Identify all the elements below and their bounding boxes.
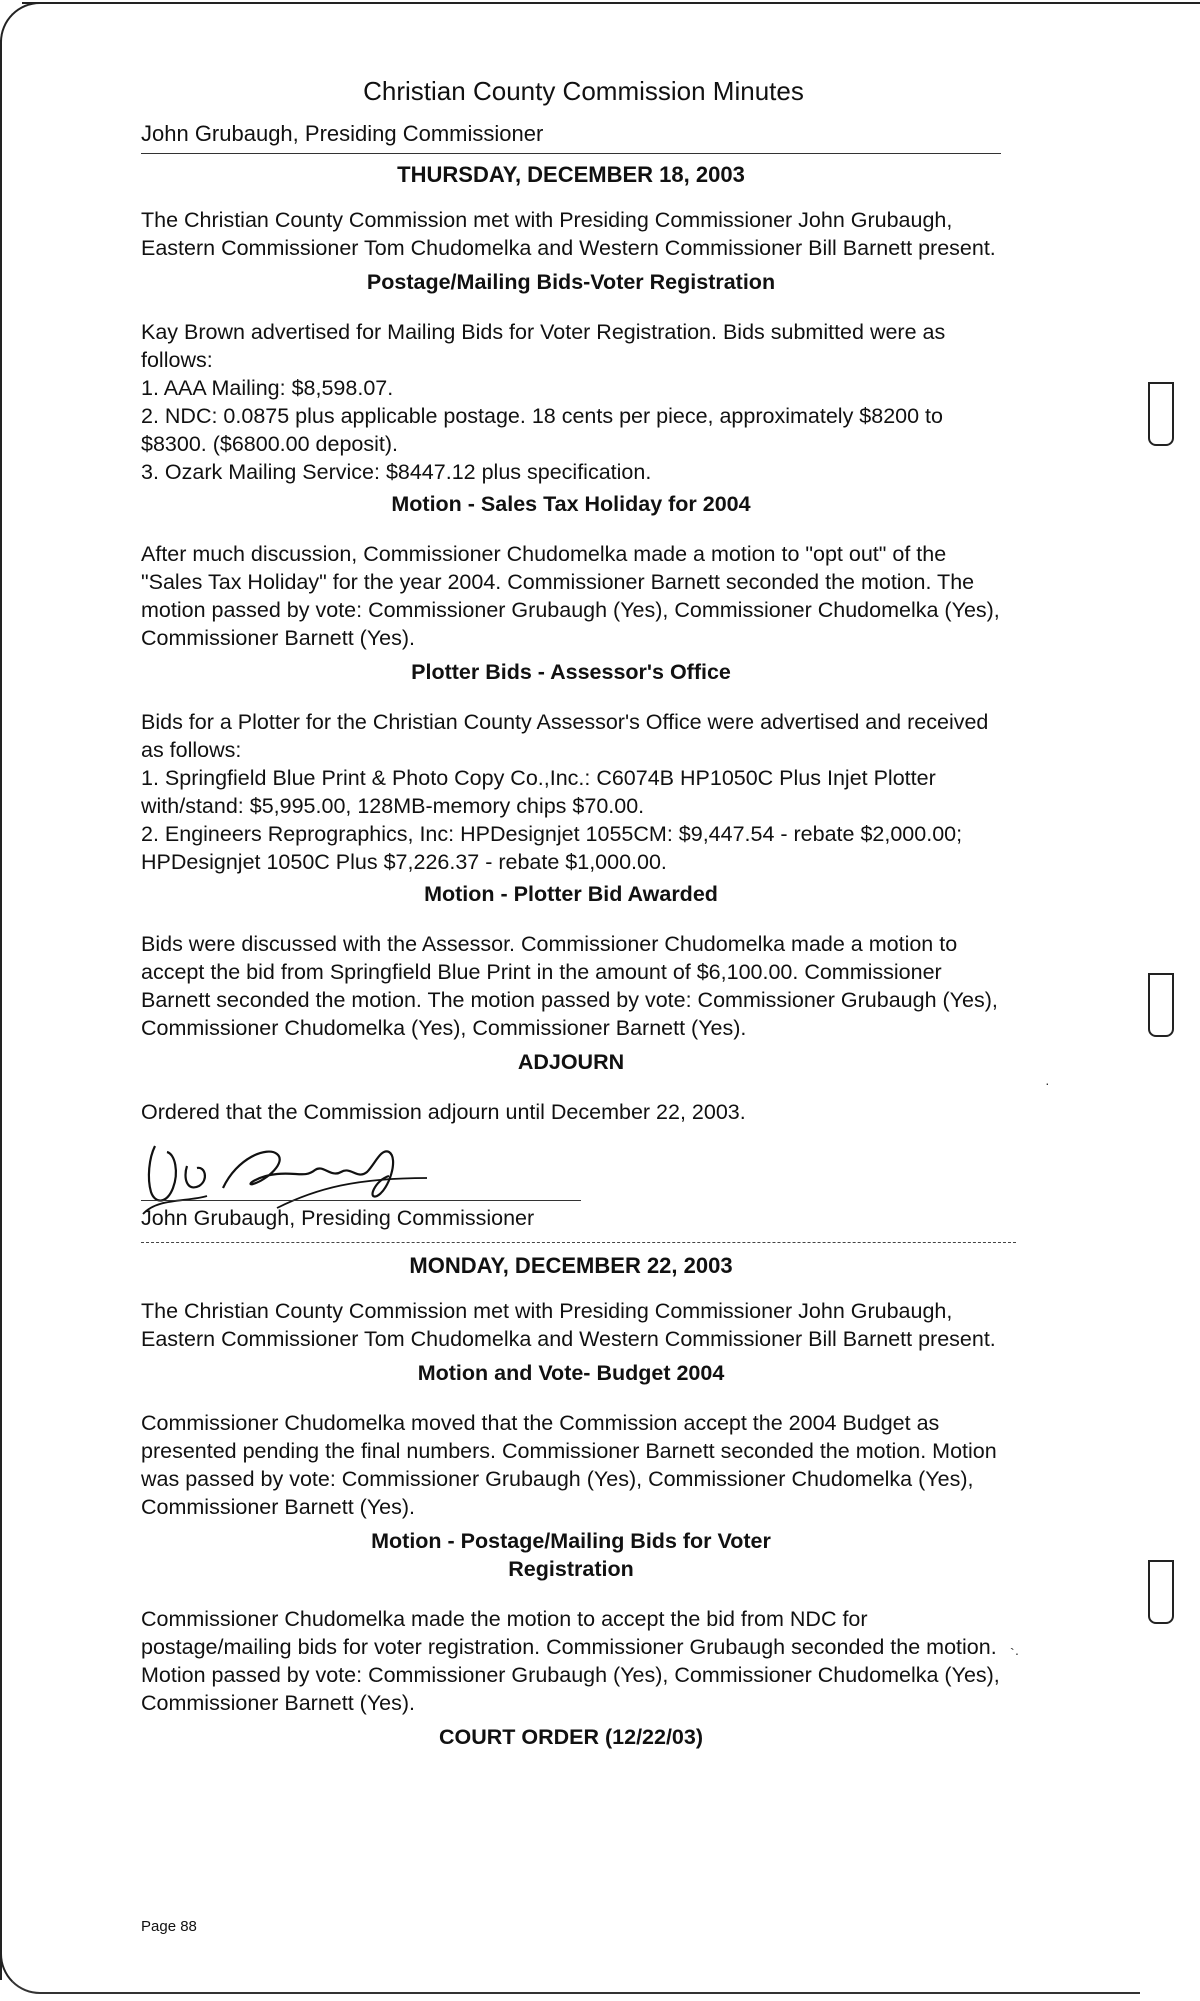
scan-speck: `·	[1010, 1645, 1020, 1661]
binder-tab	[1148, 382, 1174, 446]
document-title: Christian County Commission Minutes	[363, 76, 804, 106]
section-text: Ordered that the Commission adjourn until December 22, 2003.	[141, 1100, 746, 1124]
meeting-date: THURSDAY, DECEMBER 18, 2003	[397, 162, 745, 187]
presiding-commissioner: John Grubaugh, Presiding Commissioner	[141, 121, 1001, 154]
page-edge-top	[22, 2, 1200, 4]
section-text: Kay Brown advertised for Mailing Bids for Voter Registration. Bids submitted were as follows:	[141, 320, 946, 372]
section-divider	[141, 1242, 1016, 1243]
section-heading: Motion - Plotter Bid Awarded	[424, 882, 718, 906]
section-text: Commissioner Chudomelka moved that the Commission accept the 2004 Budget as presented pending the final numbers. Commissioner Barnett seconded the motion. Motion was passed by vote: Commissioner Grubaugh (Yes), Commissioner Chudomelka (Yes), Commissioner Barnett (Yes).	[141, 1411, 997, 1519]
page-edge-bottom	[40, 1992, 1140, 1994]
section-heading: Motion and Vote- Budget 2004	[417, 1361, 725, 1385]
page-number: Page 88	[141, 1918, 197, 1935]
signature-label: John Grubaugh, Presiding Commissioner	[141, 1206, 535, 1230]
page-corner	[0, 2, 42, 64]
section-text: Bids for a Plotter for the Christian County Assessor's Office were advertised and received as follows:	[141, 710, 989, 762]
signature-line	[141, 1200, 581, 1201]
list-item: 1. Springfield Blue Print & Photo Copy Co.,Inc.: C6074B HP1050C Plus Injet Plotter with/stand: $5,995.00, 128MB-memory chips $70.00.	[141, 766, 936, 818]
minutes-content	[141, 70, 1001, 1773]
signature-block	[141, 1126, 1001, 1238]
attendance-paragraph: The Christian County Commission met with Presiding Commissioner John Grubaugh, Eastern Commissioner Tom Chudomelka and Western Commissioner Bill Barnett present.	[141, 208, 996, 260]
bid-list	[141, 764, 1001, 876]
list-item: 1. AAA Mailing: $8,598.07.	[141, 376, 394, 400]
section-heading: Plotter Bids - Assessor's Office	[411, 660, 731, 684]
section-heading: Postage/Mailing Bids-Voter Registration	[366, 270, 776, 294]
bid-list	[141, 374, 1001, 486]
section-text: After much discussion, Commissioner Chudomelka made a motion to "opt out" of the "Sales Tax Holiday" for the year 2004. Commissioner Barnett seconded the motion. The motion passed by vote: Commissioner Grubaugh (Yes), Commissioner Chudomelka (Yes), Commissioner Barnett (Yes).	[141, 542, 1000, 650]
attendance-paragraph: The Christian County Commission met with Presiding Commissioner John Grubaugh, Eastern Commissioner Tom Chudomelka and Western Commissioner Bill Barnett present.	[141, 1299, 996, 1351]
section-heading: Motion - Postage/Mailing Bids for Voter Registration	[371, 1529, 771, 1581]
section-heading: ADJOURN	[517, 1050, 625, 1074]
meeting-date: MONDAY, DECEMBER 22, 2003	[409, 1253, 733, 1278]
binder-tab	[1148, 973, 1174, 1037]
page-corner-bottom	[0, 1952, 44, 1994]
section-text: Bids were discussed with the Assessor. Commissioner Chudomelka made a motion to accept the bid from Springfield Blue Print in the amount of $6,100.00. Commissioner Barnett seconded the motion. The motion passed by vote: Commissioner Grubaugh (Yes), Commissioner Chudomelka (Yes), Commissioner Barnett (Yes).	[141, 932, 998, 1040]
page-edge-left	[0, 40, 2, 1980]
section-text: Commissioner Chudomelka made the motion to accept the bid from NDC for postage/mailing bids for voter registration. Commissioner Grubaugh seconded the motion. Motion passed by vote: Commissioner Grubaugh (Yes), Commissioner Chudomelka (Yes), Commissioner Barnett (Yes).	[141, 1607, 1000, 1715]
section-heading: Motion - Sales Tax Holiday for 2004	[391, 492, 751, 516]
scan-speck: ·	[1045, 1075, 1050, 1091]
list-item: 2. Engineers Reprographics, Inc: HPDesignjet 1055CM: $9,447.54 - rebate $2,000.00; HPDesignjet 1050C Plus $7,226.37 - rebate $1,000.00.	[141, 822, 963, 874]
binder-tab	[1148, 1560, 1174, 1624]
section-heading: COURT ORDER (12/22/03)	[438, 1725, 704, 1749]
list-item: 3. Ozark Mailing Service: $8447.12 plus specification.	[141, 460, 652, 484]
list-item: 2. NDC: 0.0875 plus applicable postage. 18 cents per piece, approximately $8200 to $8300. ($6800.00 deposit).	[141, 404, 943, 456]
